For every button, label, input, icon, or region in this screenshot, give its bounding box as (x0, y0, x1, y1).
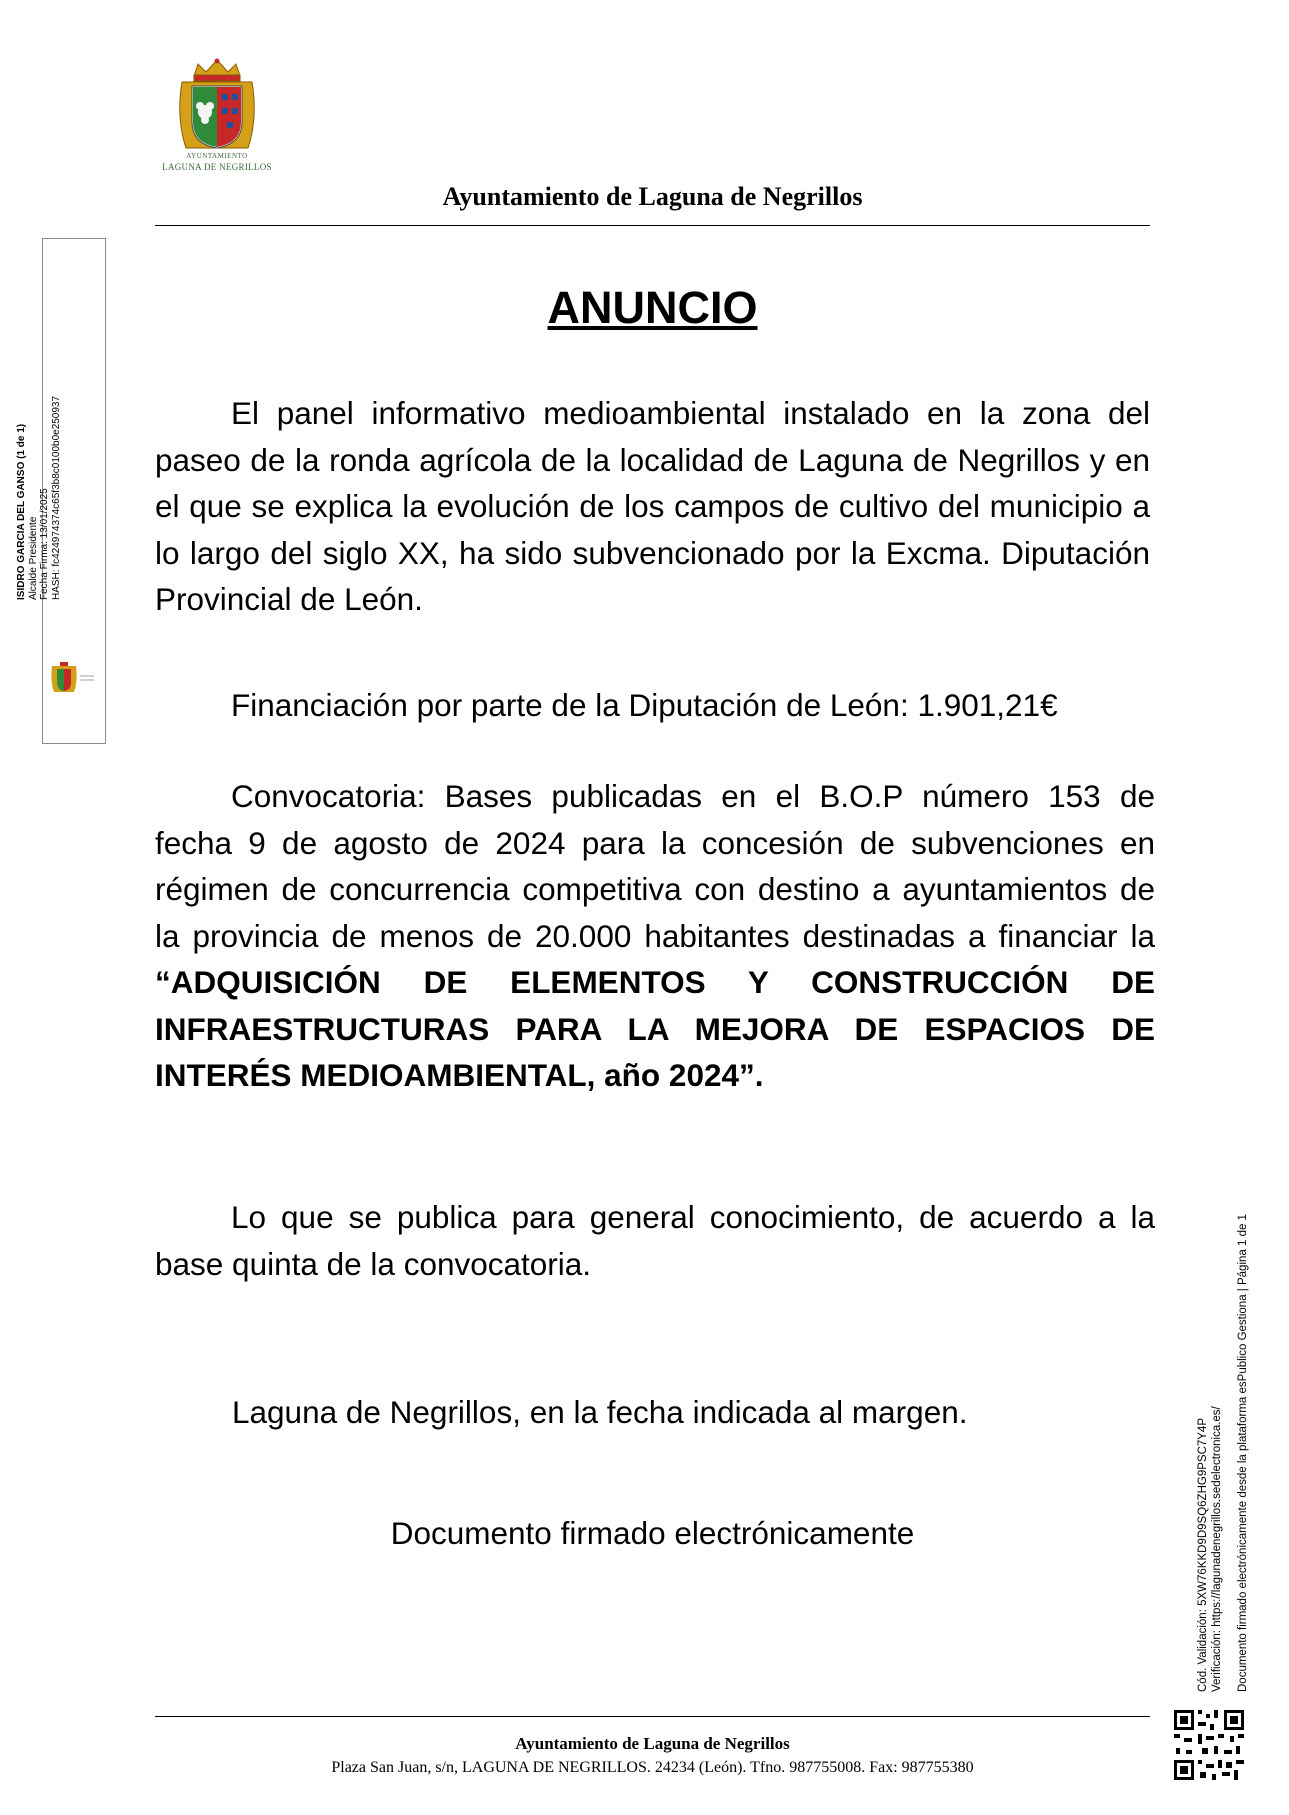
paragraph-panel-description (155, 390, 1150, 623)
header-divider (155, 225, 1150, 226)
signature-seal-icon (48, 660, 96, 696)
paragraph-1-text: El panel informativo medioambiental instalado en la zona del paseo de la ronda agrícola de la localidad de Laguna de Negrillos y en el que se explica la evolución de los campos de cultivo del municipio a lo largo del siglo XX, ha sido subvencionado por la Excma. Diputación Provincial de León. (155, 395, 1150, 617)
footer-divider (155, 1716, 1150, 1717)
platform-info (1237, 1132, 1289, 1692)
signature-details (16, 320, 60, 600)
paragraph-financing (155, 682, 1155, 729)
footer-title: Ayuntamiento de Laguna de Negrillos (515, 1734, 790, 1753)
logo-caption-line2: LAGUNA DE NEGRILLOS (162, 162, 272, 172)
paragraph-call (155, 773, 1155, 1099)
paragraph-publication (155, 1194, 1155, 1287)
signature-date: Fecha Firma: 13/01/2025 (39, 488, 50, 600)
header-title: Ayuntamiento de Laguna de Negrillos (442, 182, 863, 211)
footer-address: Plaza San Juan, s/n, LAGUNA DE NEGRILLOS. 24234 (León). Tfno. 987755008. Fax: 987755380 (331, 1759, 974, 1776)
electronic-signature-note: Documento firmado electrónicamente (390, 1515, 915, 1551)
signer-role: Alcalde Presidente (27, 516, 39, 600)
verification-url[interactable]: Verificación: https://lagunadenegrillos.sedelectronica.es/ (1210, 1406, 1223, 1692)
paragraph-3-bold: “ADQUISICIÓN DE ELEMENTOS Y CONSTRUCCIÓN DE INFRAESTRUCTURAS PARA LA MEJORA DE ESPACIOS DE INTERÉS MEDIOAMBIENTAL, año 2024”. (155, 964, 1155, 1093)
document-title: ANUNCIO (547, 282, 758, 333)
signer-name: ISIDRO GARCIA DEL GANSO (1 de 1) (16, 423, 27, 600)
qr-code-icon (1172, 1708, 1246, 1782)
paragraph-2-text: Financiación por parte de la Diputación de León: 1.901,21€ (231, 687, 1058, 723)
signature-hash: HASH: fc424974374c65f3b8c0100b0e250937 (50, 395, 62, 600)
logo-caption-line1: AYUNTAMIENTO (186, 152, 248, 160)
municipal-coat-of-arms (152, 58, 282, 178)
paragraph-4-text: Lo que se publica para general conocimiento, de acuerdo a la base quinta de la convocatoria. (155, 1199, 1155, 1282)
platform-text: Documento firmado electrónicamente desde la plataforma esPublico Gestiona | Página 1 de 1 (1237, 1214, 1249, 1692)
validation-code: Cód. Validación: 5XW76KKD9D9SQ6ZHG9PSC7Y4P (1197, 1417, 1209, 1692)
place-date-line: Laguna de Negrillos, en la fecha indicada al margen. (232, 1394, 968, 1430)
paragraph-3-text: Convocatoria: Bases publicadas en el B.O.P número 153 de fecha 9 de agosto de 2024 para la concesión de subvenciones en régimen de concurrencia competitiva con destino a ayuntamientos de la provincia de menos de 20.000 habitantes destinadas a financiar la (155, 778, 1155, 954)
